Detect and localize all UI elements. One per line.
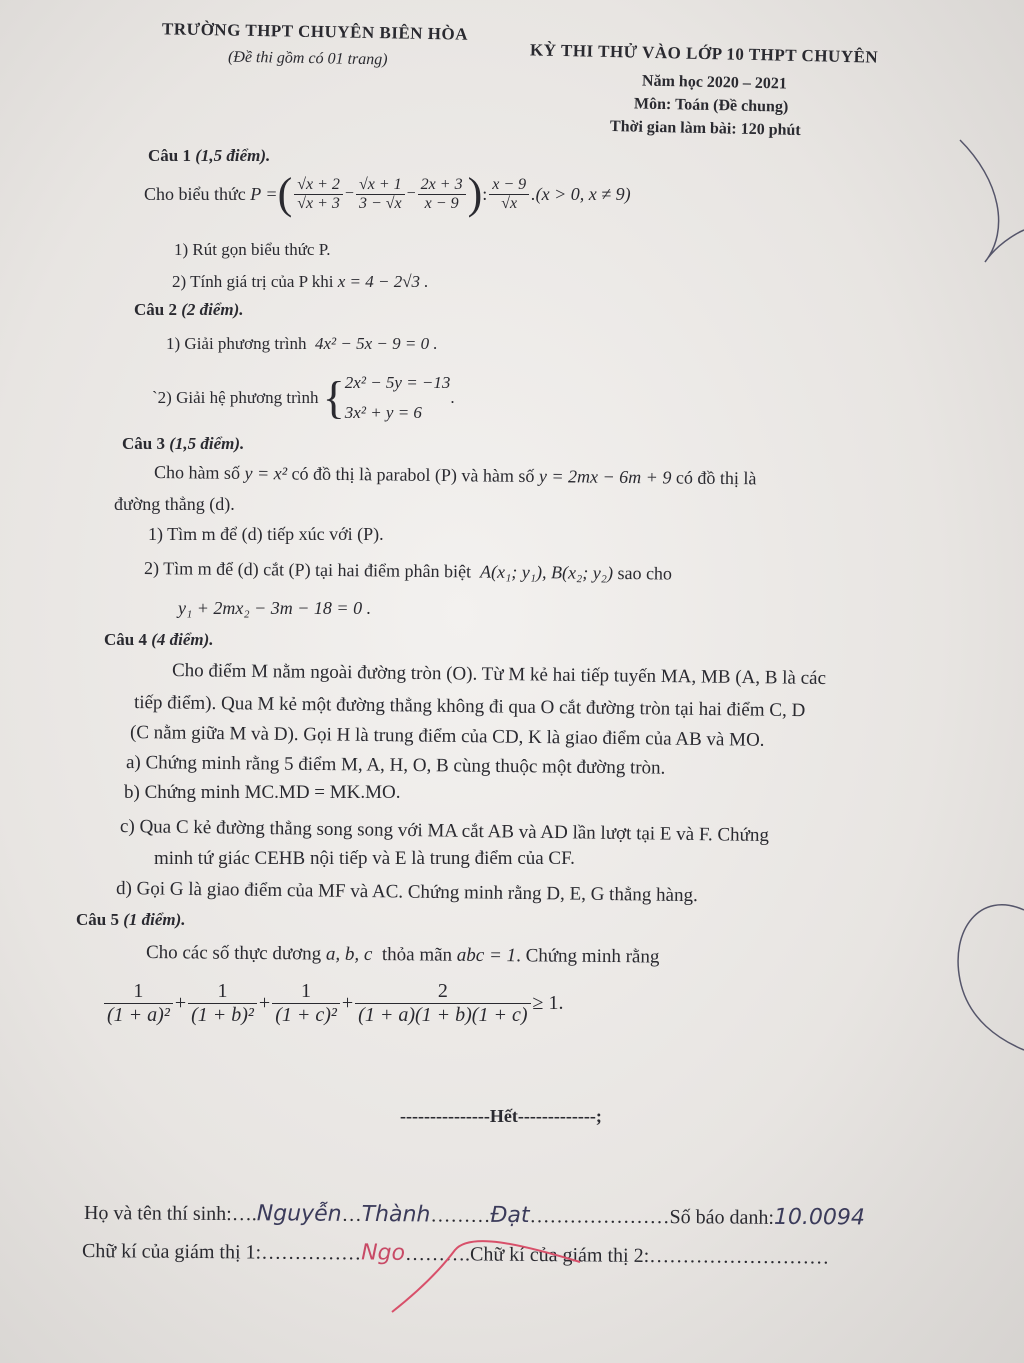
name-handwritten-2: Thành: [361, 1201, 431, 1228]
q5-term-4: $\frac{2}{(1 + a)(1 + b)(1 + c)}$: [355, 980, 530, 1027]
q2-item-2: ˋ2) Giải hệ phương trình { 2x² − 5y = −13 3x² + y = 6 .: [152, 368, 455, 428]
q3-item-2: 2) Tìm m để (d) cắt (P) tại hai điểm phân biệt A(x₁; y₁), B(x₂; y₂) sao cho: [143, 558, 673, 584]
q1-title: Câu 1: [148, 146, 191, 165]
q1-points: (1,5 điểm).: [195, 146, 271, 165]
q1-item-1: 1) Rút gọn biểu thức P.: [174, 240, 331, 259]
margin-curve-top: [960, 140, 1024, 262]
q5-inequality: $\frac{1}{\text{(1 + a)²}}$ + $\frac{1}{\text{(1 + b)²}}$ + $\frac{1}{\text{(1 + c)²}}$ + $\frac{2}{(1 + a)(1 + b)(1 + c)}$ ≥ 1.: [102, 980, 563, 1027]
q3-heading: Câu 3 (1,5 điểm).: [122, 434, 245, 453]
candidate-name-line: Họ và tên thí sinh:….Nguyễn…Thành………Đạt…………………Số báo danh:10.0094: [83, 1201, 866, 1231]
q3-condition: y₁ + 2mx₂ − 3m − 18 = 0 .: [178, 598, 372, 618]
school-name: TRƯỜNG THPT CHUYÊN BIÊN HÒA: [161, 19, 469, 44]
q2-heading: Câu 2 (2 điểm).: [134, 300, 244, 319]
q1-frac-3: $\frac{2x + 3}{x - 9}$: [418, 176, 466, 213]
q1-close-paren: ): [467, 169, 483, 218]
q4-heading: Câu 4 (4 điểm).: [104, 630, 214, 649]
q5-heading: Câu 5 (1 điểm).: [76, 910, 186, 929]
q1-condition: .(x > 0, x ≠ 9): [531, 183, 631, 204]
q1-expression: Cho biểu thức P = ( $\frac{√x + 2}{√x + 3}$ − $\frac{√x + 1}{3 - √x}$ − $\frac{2x + 3}{x - 9}$ ) : $\frac{x - 9}{√x}$ .(x > 0, x ≠ 9): [144, 169, 631, 218]
q4-para-1: Cho điểm M nằm ngoài đường tròn (O). Từ M kẻ hai tiếp tuyến MA, MB (A, B là các: [171, 660, 827, 689]
q1-p-label: P =: [250, 183, 278, 204]
end-marker: ---------------Hết-------------;: [400, 1106, 602, 1126]
proctor-signature-line: Chữ kí của giám thị 1:……………Ngo……….Chữ kí của giám thị 2:………………………: [81, 1240, 830, 1269]
q1-intro: Cho biểu thức: [144, 183, 246, 204]
q1-open-paren: (: [277, 169, 293, 218]
name-handwritten-3: Đạt: [490, 1202, 530, 1229]
subject: Môn: Toán (Đề chung): [633, 95, 789, 116]
q4-para-3: (C nằm giữa M và D). Gọi H là trung điểm của CD, K là giao điểm của AB và MO.: [129, 722, 765, 751]
name-handwritten-1: Nguyễn: [256, 1201, 342, 1227]
sig2-label: Chữ kí của giám thị 2:………………………: [469, 1243, 830, 1269]
q5-term-2: $\frac{1}{\text{(1 + b)²}}$: [188, 980, 257, 1027]
q3-line-1: Cho hàm số y = x² có đồ thị là parabol (P) và hàm số y = 2mx − 6m + 9 có đồ thị là: [153, 462, 757, 489]
q5-term-3: $\frac{1}{\text{(1 + c)²}}$: [272, 980, 340, 1027]
q1-frac-4: $\frac{x - 9}{√x}$: [489, 176, 529, 213]
q5-term-1: $\frac{1}{\text{(1 + a)²}}$: [104, 980, 173, 1027]
name-label: Họ và tên thí sinh:….: [83, 1202, 257, 1226]
red-signature-stroke: [392, 1241, 580, 1312]
page-note: (Đề thi gồm có 01 trang): [227, 48, 388, 69]
eq-2: 3x² + y = 6: [344, 403, 422, 422]
q1-frac-2: $\frac{√x + 1}{3 - √x}$: [356, 176, 405, 213]
q3-item-1: 1) Tìm m để (d) tiếp xúc với (P).: [148, 524, 384, 544]
system-brace: {: [322, 372, 345, 423]
exam-title: KỲ THI THỬ VÀO LỚP 10 THPT CHUYÊN: [529, 40, 879, 67]
q1-item-2: 2) Tính giá trị của P khi x = 4 − 2√3 .: [172, 272, 429, 291]
q2-item-1: 1) Giải phương trình 4x² − 5x − 9 = 0 .: [166, 334, 438, 353]
sig1-label: Chữ kí của giám thị 1:……………: [81, 1240, 362, 1265]
eq-1: 2x² − 5y = −13: [344, 373, 451, 392]
id-handwritten: 10.0094: [773, 1204, 866, 1231]
q4-item-c-1: c) Qua C kẻ đường thẳng song song với MA cắt AB và AD lần lượt tại E và F. Chứng: [119, 816, 770, 847]
q1-frac-1: $\frac{√x + 2}{√x + 3}$: [294, 176, 343, 213]
q5-line-1: Cho các số thực dương a, b, c thỏa mãn abc = 1. Chứng minh rằng: [145, 942, 660, 968]
q4-item-d: d) Gọi G là giao điểm của MF và AC. Chứng minh rằng D, E, G thẳng hàng.: [115, 878, 698, 907]
sig1-handwritten: Ngo: [361, 1240, 406, 1266]
id-label: Số báo danh:: [669, 1206, 775, 1229]
q4-para-2: tiếp điểm). Qua M kẻ một đường thẳng không đi qua O cắt đường tròn tại hai điểm C, D: [133, 692, 806, 722]
q3-line-2: đường thẳng (d).: [114, 494, 235, 514]
q4-item-a: a) Chứng minh rằng 5 điểm M, A, H, O, B cùng thuộc một đường tròn.: [125, 752, 666, 779]
time-limit: Thời gian làm bài: 120 phút: [609, 118, 801, 139]
school-year: Năm học 2020 – 2021: [641, 72, 788, 93]
q4-item-b: b) Chứng minh MC.MD = MK.MO.: [124, 782, 401, 803]
q4-item-c-2: minh tứ giác CEHB nội tiếp và E là trung điểm của CF.: [154, 848, 575, 869]
margin-curve-right: [958, 905, 1024, 1050]
